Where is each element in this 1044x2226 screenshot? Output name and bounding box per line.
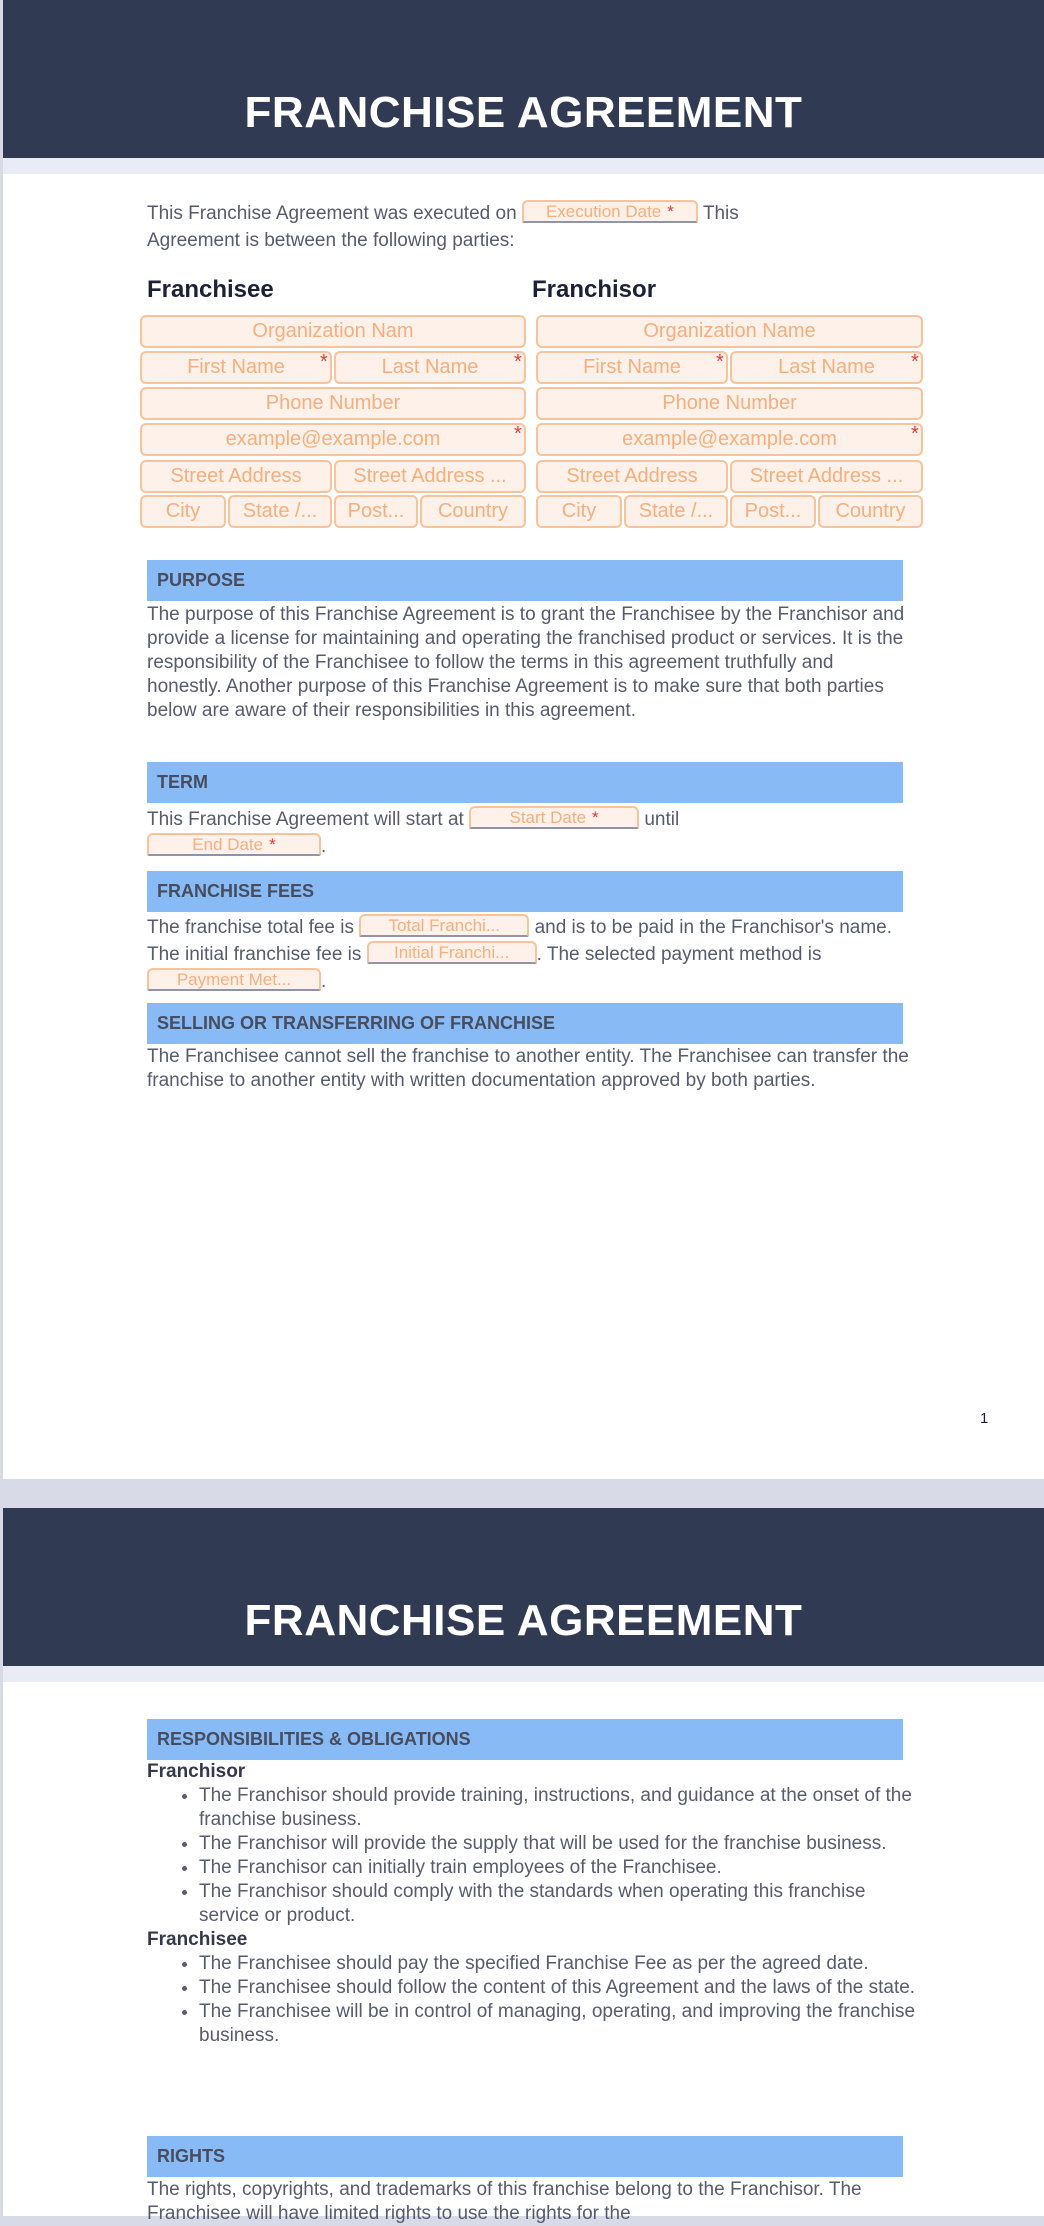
franchisor-list [147,1784,917,1928]
franchisee-street2-field[interactable]: Street Address ... [334,460,526,493]
franchisee-label: Franchisee [147,1929,248,1950]
page-2 [3,1508,1044,2224]
franchisee-postal-field[interactable]: Post... [334,495,418,528]
list-item: • The Franchisor can initially train employees of the Franchisee. [199,1856,917,1880]
franchisor-last-name-field[interactable]: Last Name [730,351,923,384]
start-date-label: Start Date [509,808,587,827]
franchisee-list [147,1952,917,2048]
term-before: This Franchise Agreement will start at [147,809,464,830]
franchisee-phone-field[interactable]: Phone Number [140,387,526,420]
required-asterisk: * [667,202,674,221]
payment-method-field[interactable]: Payment Met... [147,968,321,991]
total-fee-field[interactable]: Total Franchi... [359,914,529,937]
fees-text-1: The franchise total fee is [147,917,354,938]
rights-section-header [147,2136,903,2177]
term-section-header [147,762,903,803]
term-middle: until [644,809,680,830]
intro-text [147,200,907,254]
execution-date-field[interactable] [522,200,698,223]
responsibilities-body [147,1760,917,2048]
document-title: FRANCHISE AGREEMENT [244,88,803,137]
list-item: • The Franchisor will provide the supply that will be used for the franchise business. [199,1832,917,1856]
rights-text: The rights, copyrights, and trademarks of this franchise belong to the Franchisor. The Franchisee will have limited rights to use the rights for the [147,2179,862,2224]
required-asterisk: * [716,351,724,373]
selling-section-header [147,1003,903,1044]
franchisor-heading: Franchisor [532,276,657,303]
franchisee-heading: Franchisee [147,276,274,303]
franchisor-street2-field[interactable]: Street Address ... [730,460,923,493]
franchisor-street1-field[interactable]: Street Address [536,460,728,493]
document-title: FRANCHISE AGREEMENT [244,1596,803,1645]
franchisee-state-field[interactable]: State /... [228,495,332,528]
fees-text-2: and is to be paid in the Franchisor's name. The initial franchise fee is [147,917,892,965]
required-asterisk: * [592,808,599,827]
fees-text-3: . The selected payment method is [536,944,822,965]
franchisor-state-field[interactable]: State /... [624,495,728,528]
purpose-heading: PURPOSE [157,570,246,590]
franchisee-street1-field[interactable]: Street Address [140,460,332,493]
responsibilities-section-header [147,1719,903,1760]
purpose-section-header [147,560,903,601]
franchisor-city-field[interactable]: City [536,495,622,528]
start-date-field[interactable] [469,806,639,829]
intro-after: This [702,203,739,224]
required-asterisk: * [911,351,919,373]
fees-heading: FRANCHISE FEES [157,881,315,901]
list-item: • The Franchisee should pay the specified Franchise Fee as per the agreed date. [199,1952,917,1976]
initial-fee-field[interactable]: Initial Franchi... [367,941,537,964]
franchisor-label: Franchisor [147,1761,246,1782]
intro-line2: Agreement is between the following parties: [147,230,515,251]
franchisee-organization-field[interactable]: Organization Nam [140,315,526,348]
end-date-field[interactable] [147,833,321,856]
franchisee-first-name-field[interactable]: First Name [140,351,332,384]
required-asterisk: * [514,423,522,445]
required-asterisk: * [911,423,919,445]
required-asterisk: * [269,835,276,854]
franchisor-postal-field[interactable]: Post... [730,495,816,528]
rights-heading: RIGHTS [157,2146,226,2166]
header-band [3,158,1044,174]
fees-section-header [147,871,903,912]
header-band [3,1666,1044,1682]
franchisor-phone-field[interactable]: Phone Number [536,387,923,420]
franchisee-last-name-field[interactable]: Last Name [334,351,526,384]
franchisor-first-name-field[interactable]: First Name [536,351,728,384]
list-item: • The Franchisee should follow the content of this Agreement and the laws of the state. [199,1976,917,2000]
fees-text-4: . [321,971,327,992]
required-asterisk: * [514,351,522,373]
franchisee-email-field[interactable]: example@example.com [140,423,526,456]
franchisee-country-field[interactable]: Country [420,495,526,528]
franchisor-country-field[interactable]: Country [818,495,923,528]
franchisor-email-field[interactable]: example@example.com [536,423,923,456]
page-1 [3,0,1044,1479]
purpose-text: The purpose of this Franchise Agreement is to grant the Franchisee by the Franchisor and provide a license for maintaining and operating the franchised product or services. It is the responsibility of the Franchisee to follow the terms in this agreement truthfully and honestly. Another purpose of this Franchise Agreement is to make sure that both parties below are aware of their responsibilities in this agreement. [147,604,905,721]
list-item: • The Franchisor should provide training, instructions, and guidance at the onset of the franchise business. [199,1784,917,1832]
term-text [147,806,913,860]
end-date-label: End Date [192,835,264,854]
list-item: • The Franchisor should comply with the standards when operating this franchise service or product. [199,1880,917,1928]
franchisor-organization-field[interactable]: Organization Name [536,315,923,348]
page-number: 1 [980,1410,989,1427]
term-end: . [321,836,327,857]
list-item: • The Franchisee will be in control of managing, operating, and improving the franchise business. [199,2000,917,2048]
fees-text [147,914,917,995]
required-asterisk: * [320,351,328,373]
selling-heading: SELLING OR TRANSFERRING OF FRANCHISE [157,1013,556,1033]
selling-text: The Franchisee cannot sell the franchise to another entity. The Franchisee can transfer the franchise to another entity with written documentation approved by both parties. [147,1046,909,1091]
responsibilities-heading: RESPONSIBILITIES & OBLIGATIONS [157,1729,471,1749]
term-heading: TERM [157,772,208,792]
execution-date-label: Execution Date [545,202,662,221]
document-header [3,1508,1044,1666]
franchisee-city-field[interactable]: City [140,495,226,528]
intro-before: This Franchise Agreement was executed on [147,203,517,224]
document-header [3,0,1044,158]
